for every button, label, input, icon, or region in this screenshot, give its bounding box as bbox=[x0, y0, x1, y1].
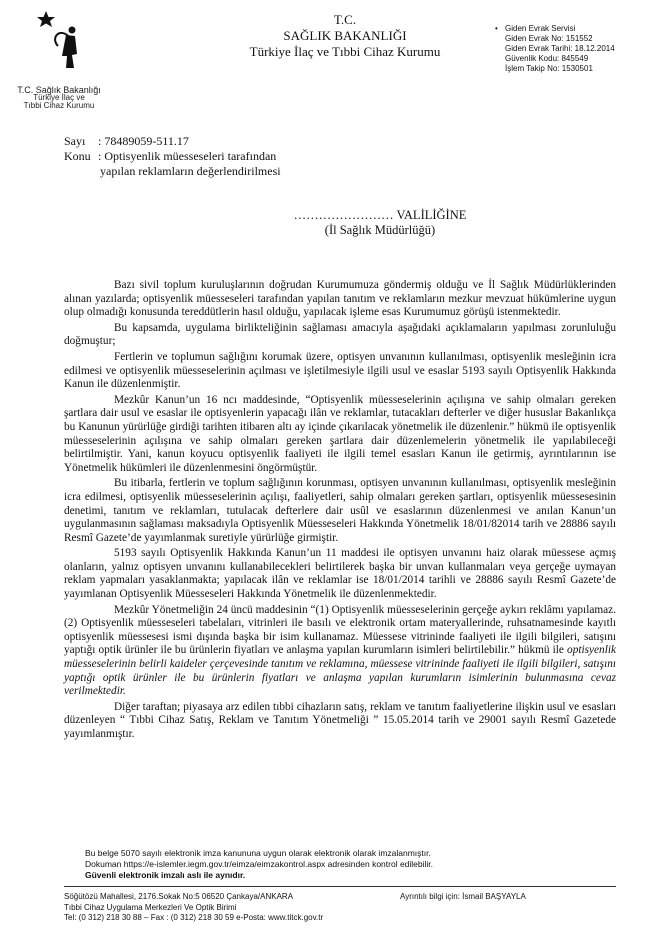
evrak-date: Giden Evrak Tarihi: 18.12.2014 bbox=[505, 44, 615, 53]
addressee-line1: …………………… VALİLİĞİNE bbox=[293, 208, 467, 222]
konu-value-cont: yapılan reklamların değerlendirilmesi bbox=[100, 164, 281, 178]
sayi-value: : 78489059-511.17 bbox=[98, 134, 189, 148]
paragraph: Bazı sivil toplum kuruluşlarının doğrudan Kurumumuza göndermiş olduğu ve İl Sağlık Müdürlüklerinden alınan yazılarda; optisyenlik müesseseleri tarafından yapılan tanıtım ve reklamların mezkur mevzuat hükümlerine uygun olup olmadığı konusunda tereddütlerin hasıl olduğu, yapılacak işleme esas Kurumumuz görüşü istenmektedir. bbox=[64, 279, 616, 319]
logo-caption-sub2: Tıbbi Cihaz Kurumu bbox=[23, 101, 95, 110]
logo-caption-main: T.C. Sağlık Bakanlığı bbox=[17, 85, 101, 95]
footer-divider bbox=[64, 886, 616, 887]
letterhead-line2: SAĞLIK BAKANLIĞI bbox=[283, 28, 407, 43]
footer-address: Söğütözü Mahallesi, 2176.Sokak No:5 06520 Çankaya/ANKARA bbox=[64, 892, 294, 901]
security-code: Güvenlik Kodu: 845549 bbox=[505, 54, 589, 63]
paragraph: Bu kapsamda, uygulama birlikteliğinin sağlaması amacıyla aşağıdaki açıklamaların yapılması zorunluluğu doğmuştur; bbox=[64, 321, 616, 348]
paragraph: 5193 sayılı Optisyenlik Hakkında Kanun’un 11 maddesi ile optisyen unvanını haiz olarak müessese açmış olanların, yalnız optisyen unvanını kullanabilecekleri belirtilerek başka bir unvan kullanmaları veya gerçeğe uymayan reklam yapmaları yasaklanmakta; yapılacak ilân ve reklamlar ise 18/01/2014 tarihli ve 28886 sayılı Resmî Gazete’de yayımlanan Optisyenlik Müesseseleri Hakkında Yönetmelik ile düzenlenmektedir. bbox=[64, 547, 616, 601]
footer-contact: Tel: (0 312) 218 30 88 – Fax : (0 312) 218 30 59 e-Posta: www.titck.gov.tr bbox=[64, 913, 324, 922]
esign-line1: Bu belge 5070 sayılı elektronik imza kanununa uygun olarak elektronik olarak imzalanmıştır. bbox=[85, 848, 431, 858]
sayi-label: Sayı bbox=[64, 134, 86, 148]
footer-unit: Tıbbi Cihaz Uygulama Merkezleri Ve Optik Birimi bbox=[64, 902, 237, 912]
outgoing-document-stamp bbox=[495, 24, 615, 74]
konu-label: Konu bbox=[64, 149, 91, 163]
footer-info bbox=[400, 892, 526, 903]
addressee bbox=[250, 208, 510, 238]
letterhead-line1: T.C. bbox=[333, 12, 357, 27]
info-label: Ayrıntılı bilgi için: bbox=[400, 892, 460, 901]
document-meta bbox=[64, 134, 281, 179]
letter-body bbox=[64, 279, 616, 744]
info-name: İsmail BAŞYAYLA bbox=[462, 892, 526, 901]
konu-value: : Optisyenlik müesseseleri tarafından bbox=[98, 149, 277, 163]
tracking-number: İşlem Takip No: 1530501 bbox=[505, 64, 593, 73]
evrak-number: Giden Evrak No: 151552 bbox=[505, 34, 593, 43]
paragraph bbox=[64, 604, 616, 699]
paragraph: Mezkûr Kanun’un 16 ncı maddesinde, “Optisyenlik müesseselerinin açılışına ve sahip olmaları gereken şartlara dair usul ve esaslar ile optisyenlerin yapacağı ilân ve reklamlar, tutacakları defterler ve diğer hususlar Bakanlıkça bu Kanunun yürürlüğe girdiği tarihten itibaren altı ay içinde çıkarılacak yönetmelik ile düzenlenir.” hükmü ile optisyenlik müesseselerinin açılışına ve sahip olmaları gereken şartlara dair düzenlemelerin yönetmelik ile yapılabileceği belirtilmiştir. Yani, kanun koyucu optisyenlik faaliyeti ile ilgili temel esasları Kanun ile getirmiş, ayrıntılarının ise Yönetmelik hükümleri ile düzenlenmesini öngörmüştür. bbox=[64, 393, 616, 474]
esignature-note bbox=[85, 848, 605, 881]
paragraph-italic: optisyenlik müesseselerinin belirli kaideler çerçevesinde tanıtım ve reklamına, müessese vitrininde faaliyeti ile ilgili bilgileri, satışını yaptığı optik ürünler ile bu ürünlerin fiyatları ve anlaşma yapılan kurumların isimlerinin bulunmasına cevaz verilmektedir. bbox=[64, 644, 616, 698]
logo-caption bbox=[4, 86, 114, 110]
addressee-line2: (İl Sağlık Müdürlüğü) bbox=[324, 223, 436, 237]
paragraph: Fertlerin ve toplumun sağlığını korumak üzere, optisyen unvanının kullanılması, optisyenlik mesleğinin icra edilmesi ve optisyenlik müesseselerinin açılması ve işletilmesiyle ilgili usul ve esaslar 5193 sayılı Optisyenlik Hakkında Kanun ile düzenlenmiştir. bbox=[64, 350, 616, 391]
paragraph-text: Mezkûr Yönetmeliğin 24 üncü maddesinin “(1) Optisyenlik müesseselerinin gerçeğe aykırı reklâmı yapılamaz. (2) Optisyenlik müesseseleri tabelaları, vitrinleri ile basılı ve elektronik ortam materyallerinde, ruhsatnamesinde kayıtlı optisyenlik müessesesi ismi dışında başka bir isim kullanamaz. Müessese vitrininde faaliyeti ile ilgili bilgileri, satışını yaptığı optik ürünler ile bu ürünlerin fiyatları ve anlaşma yapılan kurumların isimleri belirtilebilir.” hükmü ile bbox=[64, 603, 616, 657]
logo-caption-sub1: Türkiye İlaç ve bbox=[33, 93, 85, 102]
esign-line3: Güvenli elektronik imzalı aslı ile aynıdır. bbox=[85, 870, 246, 880]
bullet-mark-icon: • bbox=[495, 24, 498, 33]
esign-line2: Dokuman https://e-islemler.iegm.gov.tr/eimza/eimzakontrol.aspx adresinden kontrol edilebilir. bbox=[85, 859, 434, 869]
paragraph: Diğer taraftan; piyasaya arz edilen tıbbi cihazların satış, reklam ve tanıtım faaliyetlerine ilişkin usul ve esasları düzenleyen “ Tıbbi Cihaz Satış, Reklam ve Tanıtım Yönetmeliği ” 15.05.2014 tarih ve 29001 sayılı Resmî Gazetede yayımlanmıştır. bbox=[64, 700, 616, 740]
evrak-service: Giden Evrak Servisi bbox=[505, 24, 576, 33]
footer-address-block bbox=[64, 892, 323, 924]
letterhead-line3: Türkiye İlaç ve Tıbbi Cihaz Kurumu bbox=[249, 44, 441, 59]
paragraph: Bu itibarla, fertlerin ve toplum sağlığının korunması, optisyen unvanının kullanılması, optisyenlik mesleğinin icra edilmesi, optisyenlik müesseselerinin açılışı, faaliyetleri, sahip olmaları gereken şartları, optisyenlik müessesesinin denetimi, tanıtım ve reklamları, tutulacak defterlere dair usûl ve esaslarının düzenlenmesi ve anılan Kanun’un uygulanmasının sağlaması maksadıyla Optisyenlik Müesseseleri Hakkında Yönetmelik 18/01/82014 tarih ve 28886 sayılı Resmî Gazete’de yayımlanmak suretiyle yürürlüğe girmiştir. bbox=[64, 477, 616, 544]
letterhead bbox=[180, 12, 510, 60]
